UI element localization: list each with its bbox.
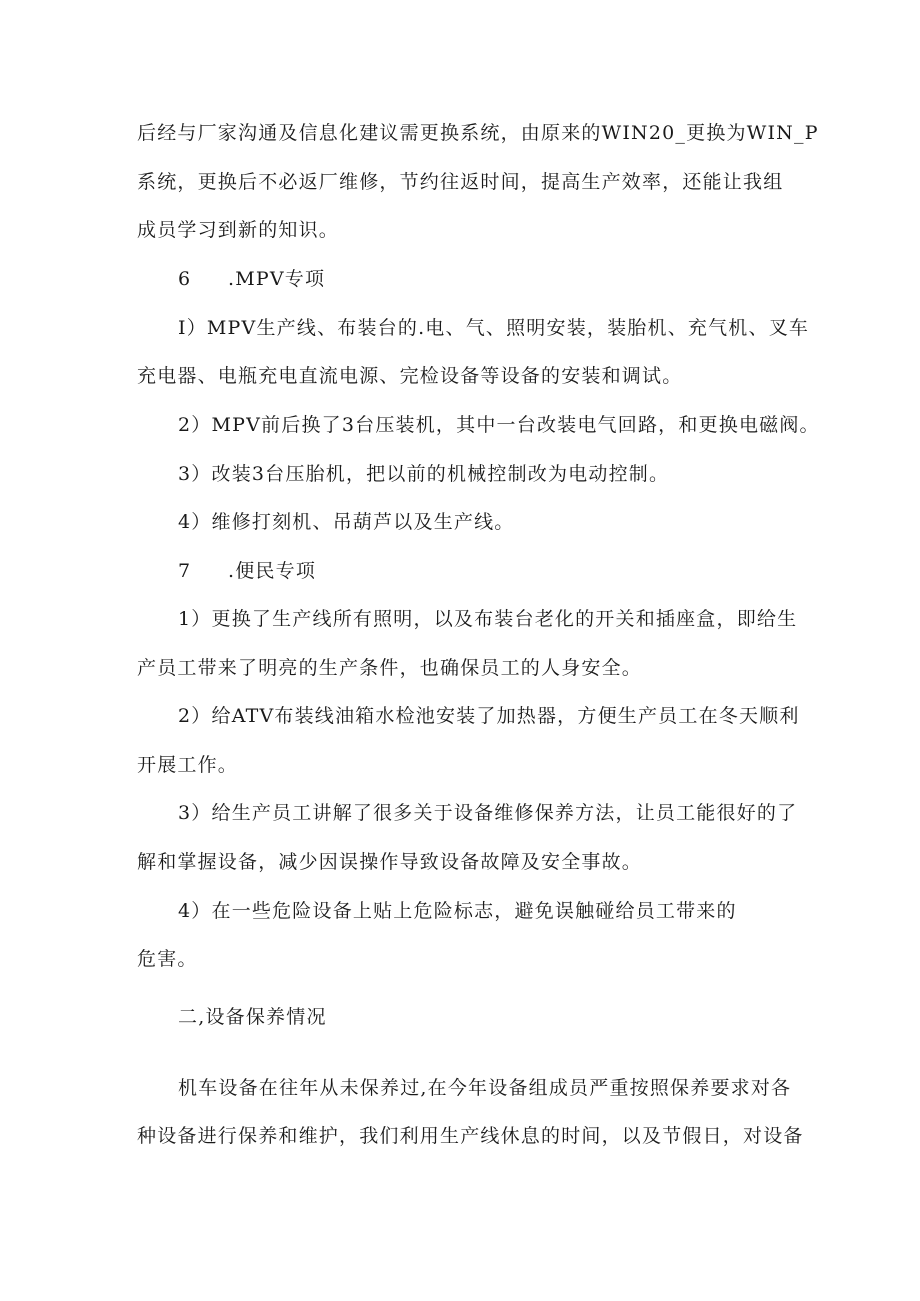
paragraph-line: 成员学习到新的知识。 <box>137 219 340 241</box>
list-item-line: 3）给生产员工讲解了很多关于设备维修保养方法，让员工能很好的了 <box>178 802 798 824</box>
list-item-line: 4）维修打刻机、吊葫芦以及生产线。 <box>178 511 515 533</box>
paragraph-line: 种设备进行保养和维护，我们利用生产线休息的时间，以及节假日，对设备 <box>137 1125 804 1147</box>
list-item-line: 1）更换了生产线所有照明，以及布装台老化的开关和插座盒，即给生 <box>178 608 798 630</box>
paragraph-line: 系统，更换后不必返厂维修，节约往返时间，提高生产效率，还能让我组 <box>137 171 784 193</box>
list-item-line: 2）MPV前后换了3台压装机，其中一台改装电气回路，和更换电磁阀。 <box>178 414 820 436</box>
paragraph-line: 开展工作。 <box>137 754 239 776</box>
section-title: .MPV专项 <box>228 268 326 290</box>
section-heading-maintenance: 二,设备保养情况 <box>178 1006 327 1028</box>
paragraph-line: 充电器、电瓶充电直流电源、完检设备等设备的安装和调试。 <box>137 365 683 387</box>
section-heading-mpv <box>178 266 325 292</box>
paragraph-line: 机车设备在往年从未保养过,在今年设备组成员严重按照保养要求对各 <box>178 1077 792 1099</box>
list-item-line: 3）改装3台压胎机，把以前的机械控制改为电动控制。 <box>178 463 670 485</box>
paragraph-line: 产员工带来了明亮的生产条件，也确保员工的人身安全。 <box>137 657 643 679</box>
section-number: 6 <box>178 268 192 290</box>
section-number: 7 <box>178 560 192 582</box>
paragraph-line: 危害。 <box>137 948 198 970</box>
paragraph-line: 解和掌握设备，减少因误操作导致设备故障及安全事故。 <box>137 851 643 873</box>
list-item-line: I）MPV生产线、布装台的.电、气、照明安装，装胎机、充气机、叉车 <box>178 317 810 339</box>
paragraph-line: 后经与厂家沟通及信息化建议需更换系统，由原来的WIN20_更换为WIN_P <box>137 122 819 144</box>
section-title: .便民专项 <box>228 560 317 582</box>
list-item-line: 4）在一些危险设备上贴上危险标志，避免误触碰给员工带来的 <box>178 900 737 922</box>
section-heading-convenience <box>178 558 316 584</box>
list-item-line: 2）给ATV布装线油箱水检池安装了加热器，方便生产员工在冬天顺利 <box>178 705 800 727</box>
